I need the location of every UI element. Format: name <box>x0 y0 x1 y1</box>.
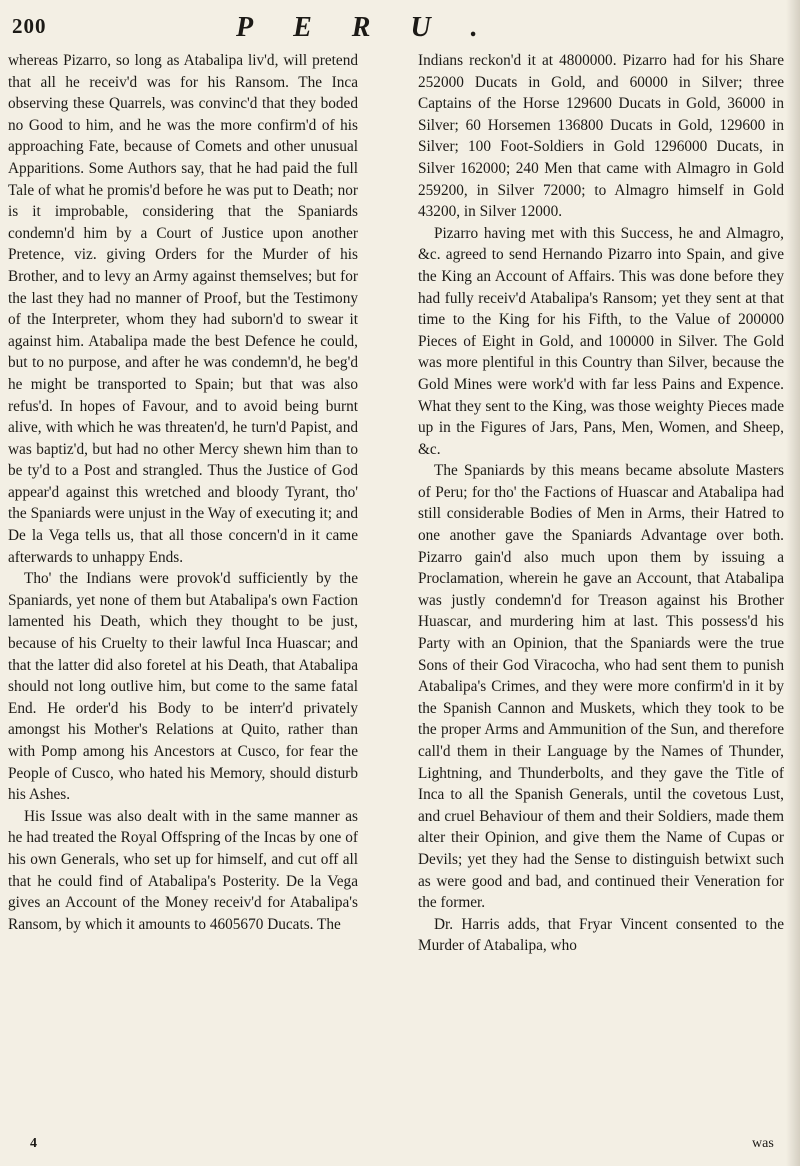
running-head: PERU. <box>236 12 518 43</box>
right-paragraph-2: Pizarro having met with this Success, he and Almagro, &c. agreed to send Hernando Pizarro into Spain, and give the King an Account of Affairs. This was done before they had fully receiv'd Atabalipa's Ransom; yet they sent at that time to the King for his Fifth, to the Value of 200000 Pieces of Eight in Gold, and 100000 in Silver. The Gold was more plentiful in this Country than Silver, because the Gold Mines were work'd with far less Pains and Expence. What they sent to the King, was those weighty Pieces made up in the Figures of Jars, Pans, Men, Women, and Sheep, &c. <box>418 224 784 458</box>
page-number: 200 <box>12 14 47 38</box>
left-paragraph-2: Tho' the Indians were provok'd sufficiently by the Spaniards, yet none of them but Atabalipa's own Faction lamented his Death, which they thought to be just, because of his Cruelty to their lawful Inca Huascar; and that the latter did also foretel at his Death, that Atabalipa should not long outlive him, but come to the same fatal End. He order'd his Body to be interr'd privately amongst his Mother's Relations at Quito, rather than with Pomp among his Ancestors at Cusco, for fear the People of Cusco, who hated his Memory, should disturb his Ashes. <box>8 570 358 804</box>
page-edge-shadow <box>786 0 800 1166</box>
right-paragraph-4: Dr. Harris adds, that Fryar Vincent consented to the Murder of Atabalipa, who <box>418 915 784 955</box>
signature-mark: 4 <box>30 1136 37 1151</box>
page-header <box>0 12 800 48</box>
right-column <box>418 50 784 957</box>
left-paragraph-3: His Issue was also dealt with in the same manner as he had treated the Royal Offspring of the Incas by one of his own Generals, who set up for himself, and cut off all that he could find of Atabalipa's Posterity. De la Vega gives an Account of the Money receiv'd for Atabalipa's Ransom, by which it amounts to 4605670 Ducats. The <box>8 807 358 933</box>
left-paragraph-1: whereas Pizarro, so long as Atabalipa liv'd, will pretend that all he receiv'd was for his Ransom. The Inca observing these Quarrels, was convinc'd that they boded no Good to him, and he was the more confirm'd of his approaching Fate, because of Comets and other unusual Apparitions. Some Authors say, that he had paid the full Tale of what he promis'd before he was put to Death; nor is it improbable, considering that the Spaniards condemn'd him by a Court of Justice upon another Pretence, viz. giving Orders for the Murder of his Brother, and to levy an Army against themselves; but for the last they had no manner of Proof, but the Testimony of the Interpreter, whom they had suborn'd to swear it against him. Atabalipa made the best Defence he could, but to no purpose, and after he was condemn'd, he beg'd he might be transported to Spain; but that was also refus'd. In hopes of Favour, and to avoid being burnt alive, with which he was threaten'd, he turn'd Papist, and was baptiz'd, but had no other Mercy shewn him than to be ty'd to a Post and strangled. Thus the Justice of God appear'd against this wretched and bloody Tyrant, tho' the Spaniards were unjust in the Way of executing it; and De la Vega tells us, that all those concern'd in it came afterwards to unhappy Ends. <box>8 52 358 566</box>
right-paragraph-3: The Spaniards by this means became absolute Masters of Peru; for tho' the Factions of Huascar and Atabalipa had still considerable Bodies of Men in Arms, their Hatred to one another gave the Spaniards Advantage over both. Pizarro gain'd also much upon them by issuing a Proclamation, wherein he gave an Account, that Atabalipa was justly condemn'd for Treason against his Brother Huascar, and murdering him at last. This possess'd his Party with an Opinion, that the Spaniards were the true Sons of their God Viracocha, who had sent them to punish Atabalipa's Crimes, and they were more confirm'd in it by the Spanish Cannon and Muskets, which they took to be the proper Arms and Ammunition of the Sun, and therefore call'd them in their Language by the Names of Thunder, Lightning, and Thunderbolts, and they gave the Title of Inca to all the Spanish Generals, until the covetous Lust, and cruel Behaviour of them and their Soldiers, made them alter their Opinion, and give them the Name of Cupas or Devils; yet they had the Sense to distinguish betwixt such as were good and bad, and continued their Veneration for the former. <box>418 462 784 912</box>
right-paragraph-1: Indians reckon'd it at 4800000. Pizarro had for his Share 252000 Ducats in Gold, and 60000 in Silver; three Captains of the Horse 129600 Ducats in Gold, 36000 in Silver; 60 Horsemen 136800 Ducats in Gold, 129600 in Silver; 100 Foot-Soldiers in Gold 1296000 Ducats, in Silver 162000; 240 Men that came with Almagro in Gold 259200, in Silver 72000; to Almagro himself in Gold 43200, in Silver 12000. <box>418 52 784 221</box>
left-column <box>8 50 358 935</box>
catchword: was <box>752 1136 774 1151</box>
